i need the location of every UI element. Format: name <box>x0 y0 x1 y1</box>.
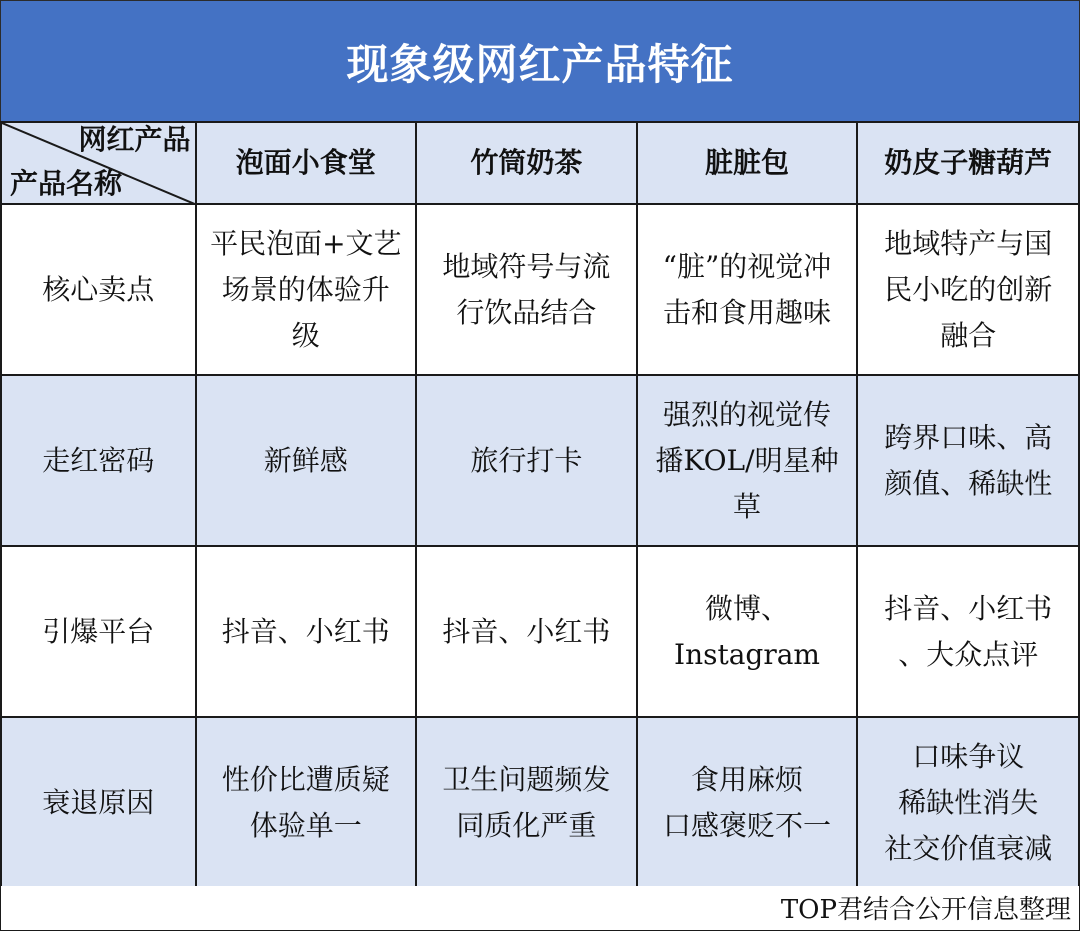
table-row <box>1 546 1079 717</box>
row-label: 走红密码 <box>1 375 196 546</box>
comparison-table <box>0 121 1080 889</box>
table-cell: 卫生问题频发 同质化严重 <box>416 717 637 888</box>
table-cell: 性价比遭质疑 体验单一 <box>196 717 417 888</box>
table-cell: 抖音、小红书 <box>416 546 637 717</box>
header-row <box>1 122 1079 204</box>
product-header: 奶皮子糖葫芦 <box>857 122 1079 204</box>
table-cell: 微博、 Instagram <box>637 546 858 717</box>
table-cell: 平民泡面+文艺 场景的体验升 级 <box>196 204 417 375</box>
table-cell: 食用麻烦 口感褒贬不一 <box>637 717 858 888</box>
product-header: 泡面小食堂 <box>196 122 417 204</box>
corner-column-label: 网红产品 <box>78 123 191 156</box>
table-row <box>1 717 1079 888</box>
table-cell: 地域符号与流 行饮品结合 <box>416 204 637 375</box>
row-label: 衰退原因 <box>1 717 196 888</box>
row-label: 核心卖点 <box>1 204 196 375</box>
title-banner <box>0 0 1080 123</box>
table-cell: 跨界口味、高 颜值、稀缺性 <box>857 375 1079 546</box>
table-cell: “脏”的视觉冲 击和食用趣味 <box>637 204 858 375</box>
product-header: 竹筒奶茶 <box>416 122 637 204</box>
footer-bar <box>0 886 1080 931</box>
product-header: 脏脏包 <box>637 122 858 204</box>
table-cell: 地域特产与国 民小吃的创新 融合 <box>857 204 1079 375</box>
table-row <box>1 375 1079 546</box>
table-title: 现象级网红产品特征 <box>346 39 734 89</box>
corner-cell <box>1 122 196 204</box>
row-label: 引爆平台 <box>1 546 196 717</box>
table-row <box>1 204 1079 375</box>
table-cell: 抖音、小红书 <box>196 546 417 717</box>
source-note: TOP君结合公开信息整理 <box>780 895 1071 925</box>
table-cell: 口味争议 稀缺性消失 社交价值衰减 <box>857 717 1079 888</box>
table-cell: 强烈的视觉传 播KOL/明星种 草 <box>637 375 858 546</box>
table-cell: 旅行打卡 <box>416 375 637 546</box>
table-cell: 抖音、小红书 、大众点评 <box>857 546 1079 717</box>
corner-row-label: 产品名称 <box>10 167 123 200</box>
table-cell: 新鲜感 <box>196 375 417 546</box>
